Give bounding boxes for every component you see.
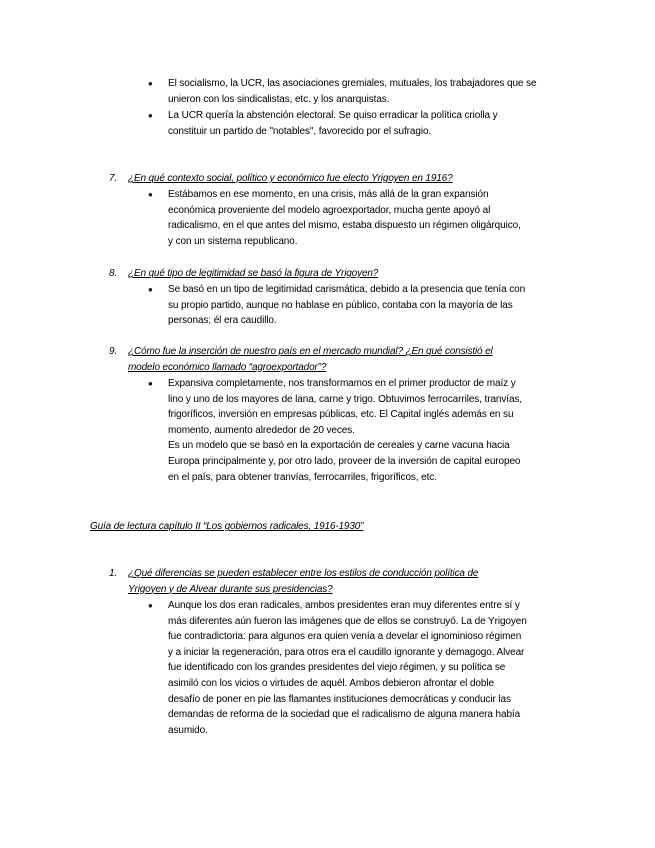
- text-line: La UCR quería la abstención electoral. Se quiso erradicar la política criolla y: [168, 110, 498, 121]
- question-title-line: ¿En qué contexto social, político y económico fue electo Yrigoyen en 1916?: [128, 173, 453, 184]
- bullet-dot: ●: [148, 79, 153, 88]
- text-line: unieron con los sindicalistas, etc. y los anarquistas.: [168, 93, 390, 105]
- text-line: asumido.: [168, 724, 208, 736]
- question-title-line: modelo económico llamado “agroexportador”?: [128, 361, 327, 373]
- question-number: 1.: [109, 568, 118, 579]
- question-7-answer: [168, 187, 521, 249]
- text-line: fue identificado con los grandes presidentes del viejo régimen, y su política se: [168, 662, 506, 674]
- section-question-1-answer: [168, 598, 527, 738]
- text-line: radicalismo, en el que antes del mismo, estaba dispuesto un régimen oligárquico,: [168, 220, 521, 232]
- text-line: Europa principalmente y, por otro lado, proveer de la inversión de capital europeo: [168, 455, 521, 467]
- text-line: y a iniciar la regeneración, para otros era el caudillo ignorante y demagogo. Alvear: [168, 646, 525, 658]
- question-8-answer: [168, 282, 525, 329]
- text-line: Es un modelo que se basó en la exportación de cereales y carne vacuna hacia: [168, 440, 510, 452]
- text-line: su propio partido, aunque no hablase en público, contaba con la mayoría de las: [168, 299, 513, 311]
- question-7-title: [128, 171, 452, 187]
- bullet-dot: ●: [148, 190, 153, 199]
- text-line: El socialismo, la UCR, las asociaciones gremiales, mutuales, los trabajadores que se: [168, 78, 537, 89]
- text-line: y con un sistema republicano.: [168, 235, 298, 247]
- question-number: 7.: [109, 173, 118, 184]
- question-title-line: Yrigoyen y de Alvear durante sus presidencias?: [128, 583, 333, 595]
- section-question-1-title: [128, 566, 478, 597]
- text-line: Se basó en un tipo de legitimidad carismática, debido a la presencia que tenía con: [168, 284, 526, 295]
- question-number: 8.: [109, 268, 118, 279]
- intro-bullet-2: [168, 108, 498, 139]
- bullet-dot: ●: [148, 379, 153, 388]
- text-line: en el país, para obtener tranvías, ferrocarriles, frigoríficos, etc.: [168, 471, 437, 483]
- text-line: asimiló con los vicios o virtudes de aquél. Ambos debieron afrontar el doble: [168, 677, 494, 689]
- question-number: 9.: [109, 346, 118, 357]
- intro-bullet-1: [168, 76, 536, 107]
- text-line: lino y uno de los mayores de lana, carne y trigo. Obtuvimos ferrocarriles, tranvías,: [168, 393, 522, 405]
- text-line: fue contradictoria: para algunos era quien venía a develar el ignominioso régimen: [168, 631, 522, 643]
- question-9-answer: [168, 376, 522, 485]
- question-9-title: [128, 344, 493, 375]
- text-line: desafío de poner en pie las flamantes instituciones democráticas y conducir las: [168, 693, 511, 705]
- text-line: frigoríficos, inversión en empresas públicas, etc. El Capital inglés además en su: [168, 409, 514, 421]
- section-title: Guía de lectura capítulo II “Los gobiernos radicales, 1916-1930”: [90, 521, 364, 532]
- text-line: demandas de reforma de la sociedad que el radicalismo de alguna manera había: [168, 709, 521, 721]
- text-line: constituir un partido de "notables", favorecido por el sufragio.: [168, 125, 432, 137]
- question-title-line: ¿En qué tipo de legitimidad se basó la figura de Yrigoyen?: [128, 268, 379, 279]
- text-line: momento, aumento alrededor de 20 veces.: [168, 424, 355, 436]
- text-line: Estábamos en ese momento, en una crisis, más allá de la gran expansión: [168, 189, 489, 200]
- text-line: personas; él era caudillo.: [168, 315, 277, 327]
- bullet-dot: ●: [148, 601, 153, 610]
- question-title-line: ¿Qué diferencias se pueden establecer entre los estilos de conducción política de: [128, 568, 479, 579]
- text-line: Expansiva completamente, nos transformamos en el primer productor de maíz y: [168, 378, 516, 389]
- question-title-line: ¿Cómo fue la inserción de nuestro país en el mercado mundial? ¿En qué consistió el: [128, 346, 493, 357]
- question-8-title: [128, 266, 378, 282]
- text-line: más diferentes aún fueron las imágenes que de ellos se construyó. La de Yrigoyen: [168, 615, 527, 627]
- bullet-dot: ●: [148, 111, 153, 120]
- bullet-dot: ●: [148, 285, 153, 294]
- text-line: Aunque los dos eran radicales, ambos presidentes eran muy diferentes entre sí y: [168, 600, 520, 611]
- text-line: económica proveniente del modelo agroexportador, mucha gente apoyó al: [168, 204, 491, 216]
